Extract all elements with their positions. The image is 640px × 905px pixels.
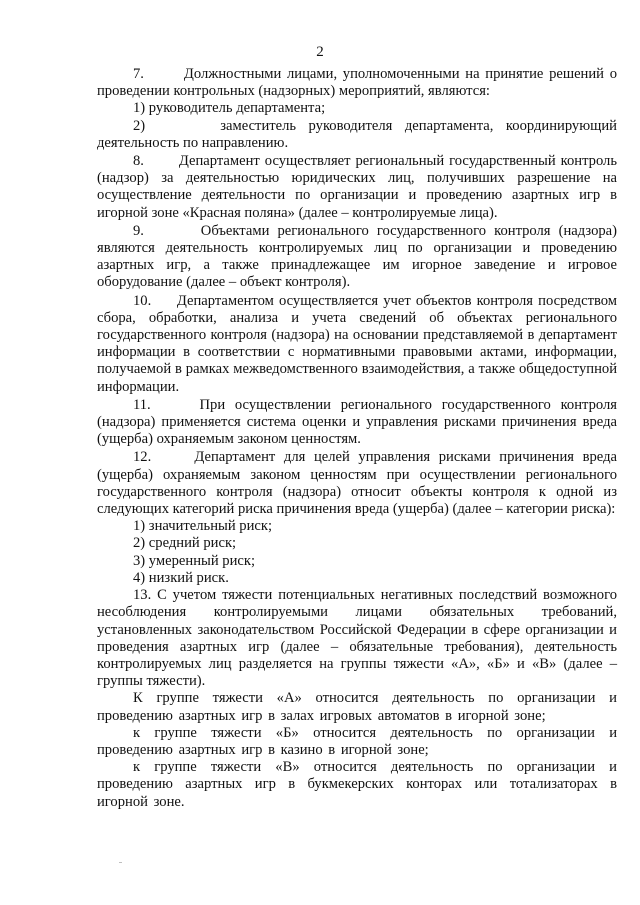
severity-group-b: к группе тяжести «Б» относится деятельность по организации и проведению азартных игр в казино в игорной зоне;	[97, 724, 617, 758]
paragraph-11: 11. При осуществлении регионального государственного контроля (надзора) применяется система оценки и управления рисками причинения вреда (ущерба) охраняемым законом ценностям.	[97, 396, 617, 448]
severity-group-c: к группе тяжести «В» относится деятельность по организации и проведению азартных игр в букмекерских конторах или тотализаторах в игорной зоне.	[97, 759, 617, 810]
risk-category-moderate: 3) умеренный риск;	[133, 552, 256, 569]
scan-speck	[119, 862, 122, 863]
paragraph-7: 7. Должностными лицами, уполномоченными на принятие решений о проведении контрольных (надзорных) мероприятий, являются:	[97, 66, 617, 100]
page-number: 2	[316, 44, 324, 60]
paragraph-12: 12. Департамент для целей управления рисками причинения вреда (ущерба) охраняемым законом ценностям при осуществлении регионального государственного контроля (надзора) относит объекты контроля к одной из следующих категорий риска причинения вреда (ущерба) (далее – категории риска):	[97, 449, 617, 518]
list-item-deputy-head: 2) заместитель руководителя департамента, координирующий деятельность по направлению.	[97, 117, 617, 151]
severity-group-a: К группе тяжести «А» относится деятельность по организации и проведению азартных игр в залах игровых автоматов в игорной зоне;	[97, 690, 617, 724]
paragraph-8: 8. Департамент осуществляет региональный государственный контроль (надзор) за деятельностью юридических лиц, получивших разрешение на осуществление деятельности по организации и проведению азартных игр в игорной зоне «Красная поляна» (далее – контролируемые лица).	[97, 153, 617, 221]
paragraph-10: 10. Департаментом осуществляется учет объектов контроля посредством сбора, обработки, анализа и учета сведений об объектах регионального государственного контроля (надзора) на основании представляемой в департамент информации в соответствии с нормативными правовыми актами, информации, получаемой в рамках межведомственного взаимодействия, а также общедоступной информации.	[97, 292, 617, 395]
risk-category-significant: 1) значительный риск;	[133, 518, 273, 535]
list-item-head-of-department: 1) руководитель департамента;	[133, 100, 326, 117]
paragraph-13: 13. С учетом тяжести потенциальных негативных последствий возможного несоблюдения контролируемыми лицами обязательных требований, установленных законодательством Российской Федерации в сфере организации и проведения азартных игр (далее – обязательные требования), деятельность контролируемых лиц разделяется на группы тяжести «А», «Б» и «В» (далее – группы тяжести).	[97, 587, 617, 690]
risk-category-medium: 2) средний риск;	[133, 535, 237, 552]
paragraph-9: 9. Объектами регионального государственного контроля (надзора) являются деятельность контролируемых лиц по организации и проведению азартных игр, а также принадлежащее им игорное заведение и игровое оборудование (далее – объект контроля).	[97, 222, 617, 291]
risk-category-low: 4) низкий риск.	[133, 569, 229, 586]
document-body	[97, 66, 617, 811]
